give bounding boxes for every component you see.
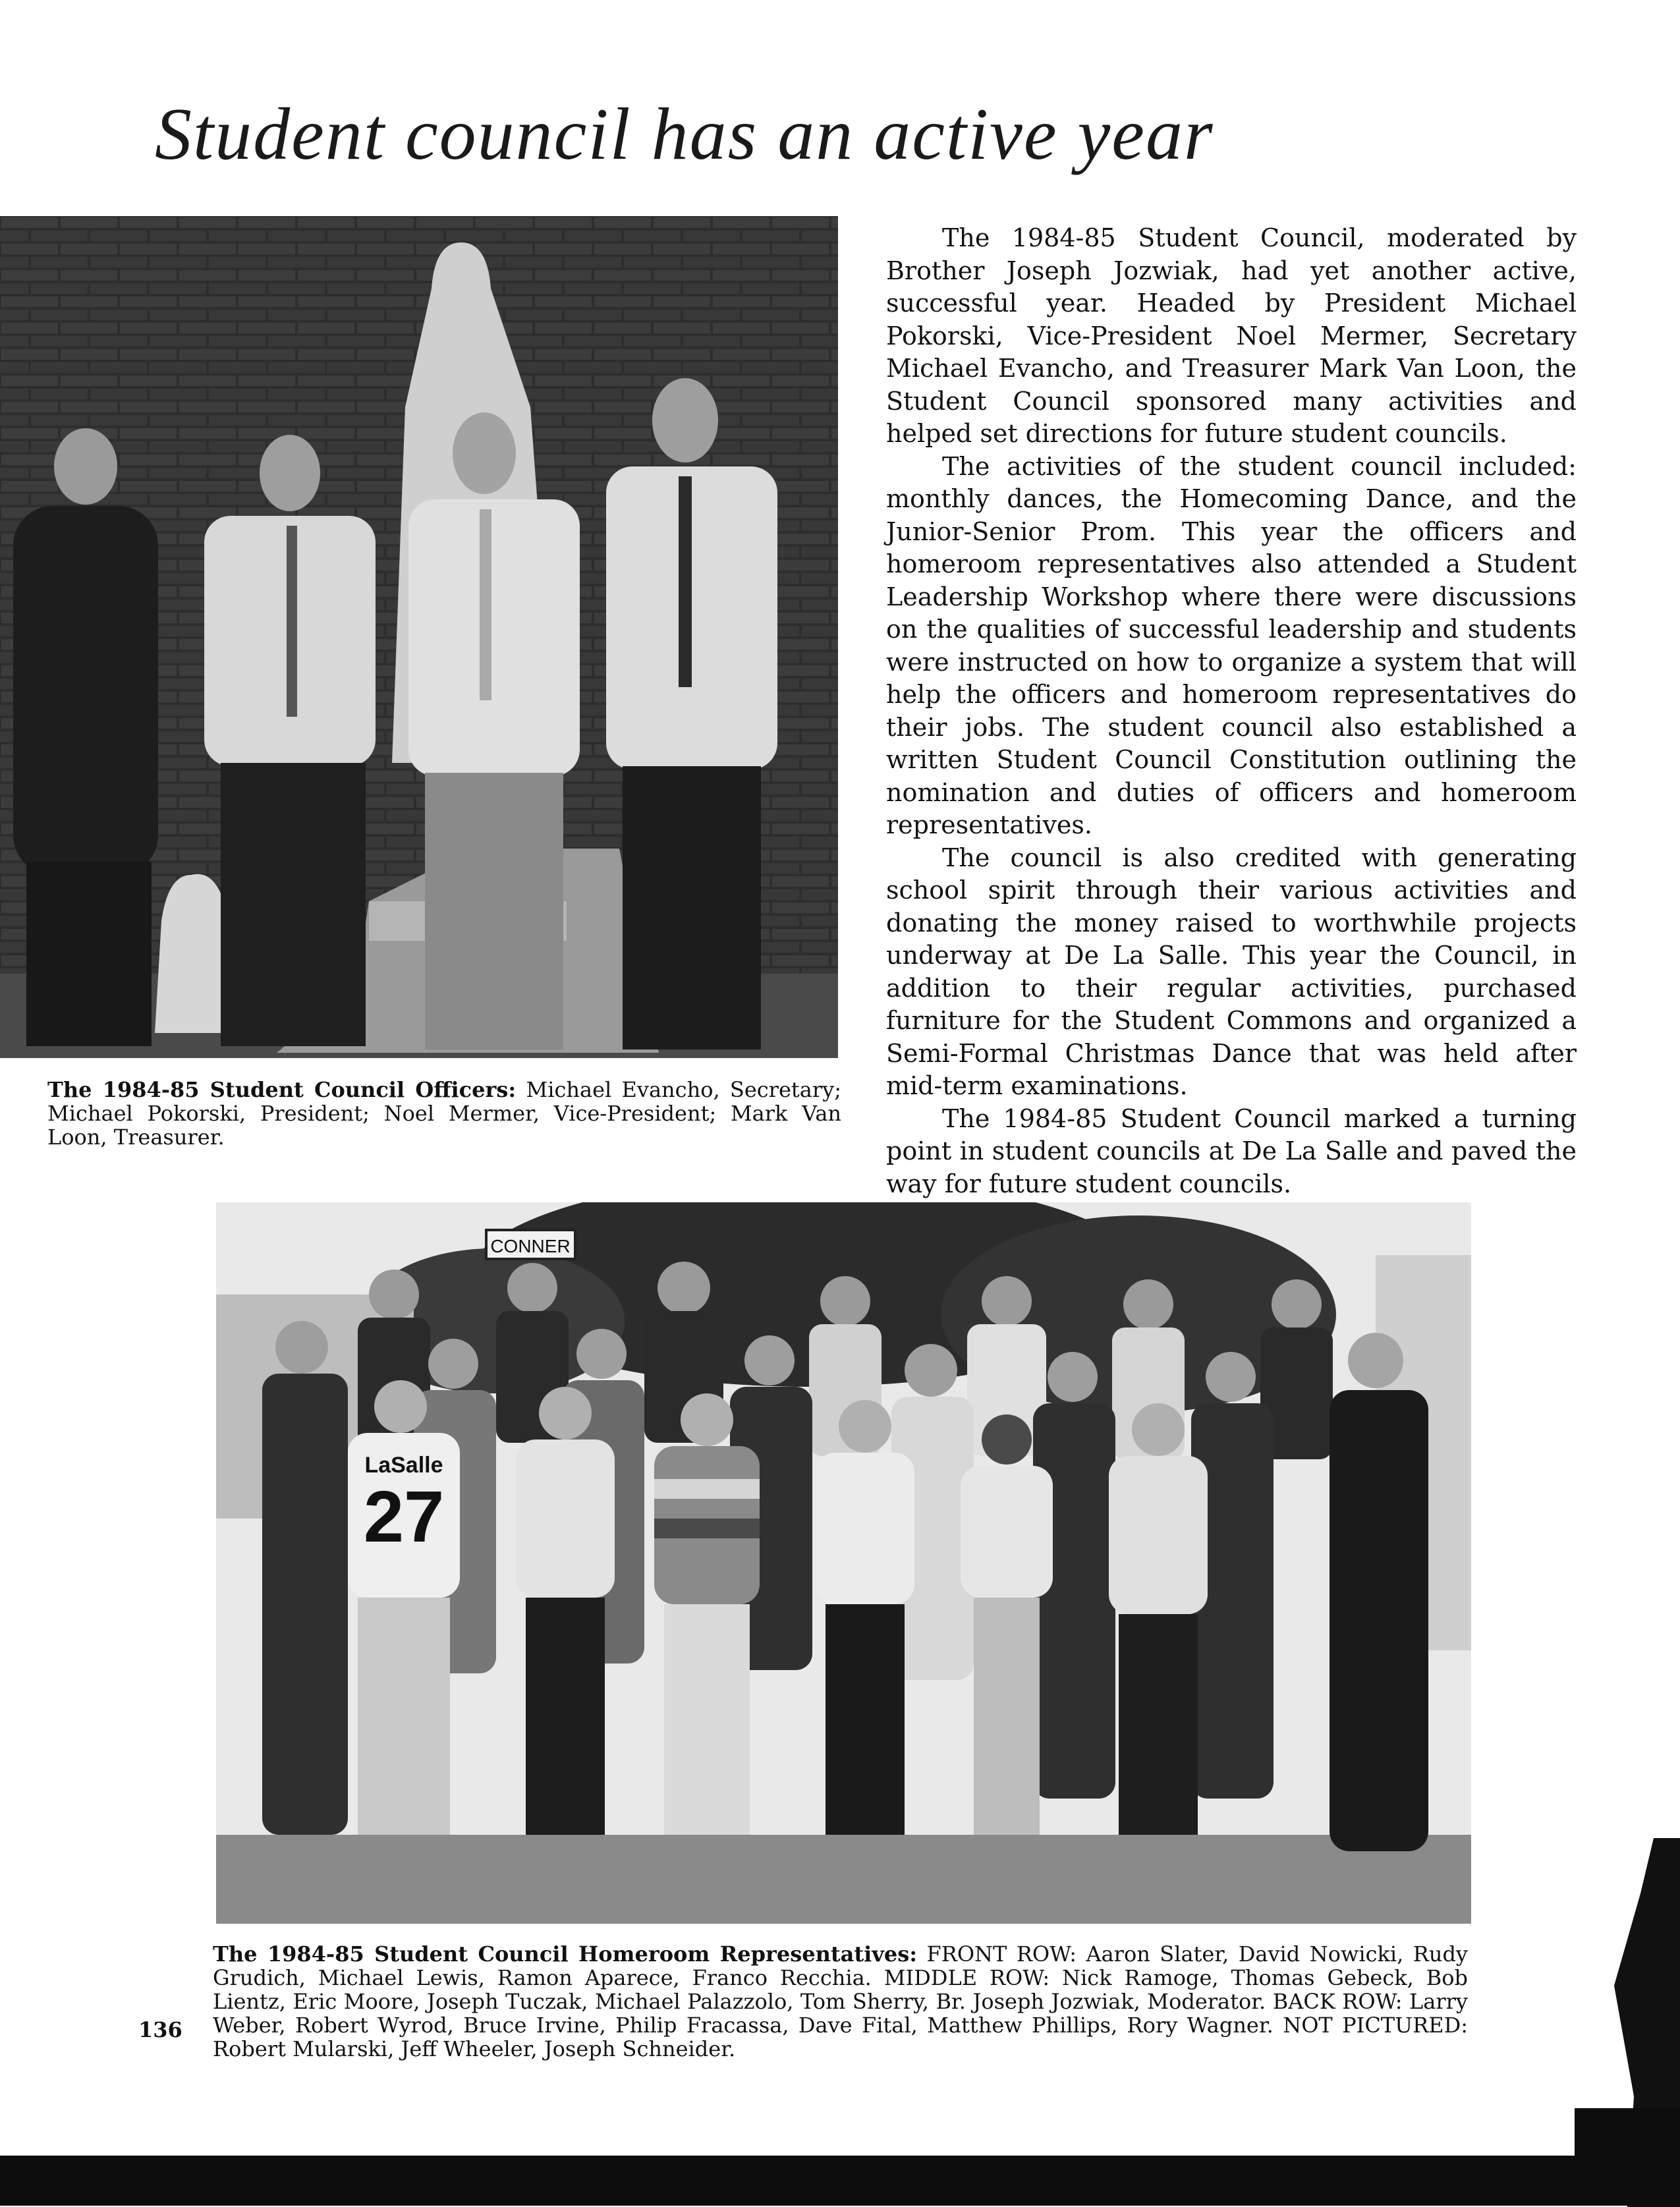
officers-photo: [0, 216, 838, 1058]
representatives-caption-label: The 1984-85 Student Council Homeroom Representatives:: [213, 1942, 918, 1967]
representatives-photo-illustration: [216, 1202, 1471, 1924]
jersey-text: LaSalle: [364, 1453, 443, 1478]
jersey-number: 27: [363, 1476, 445, 1557]
scan-border-corner: [1575, 2108, 1680, 2206]
article-paragraph: The 1984-85 Student Council, moderated by Brother Joseph Jozwiak, had yet another active, successful year. Headed by President Michael Pokorski, Vice-President Noel Mermer, Secretary Michael Evancho, and Treasurer Mark Van Loon, the Student Council sponsored many activities and helped set directions for future student councils.: [886, 223, 1577, 448]
officers-photo-illustration: [0, 216, 838, 1058]
officers-caption-label: The 1984-85 Student Council Officers:: [47, 1077, 517, 1102]
article-paragraph: The council is also credited with generating school spirit through their various activities and donating the money raised to worthwhile projects underway at De La Salle. This year the Council, in addition to their regular activities, purchased furniture for the Student Commons and organized a Semi-Formal Christmas Dance that was held after mid-term examinations.: [886, 843, 1577, 1100]
representatives-caption: [213, 1942, 1468, 2061]
representatives-caption-text: FRONT ROW: Aaron Slater, David Nowicki, Rudy Grudich, Michael Lewis, Ramon Aparece, Franco Recchia. MIDDLE ROW: Nick Ramoge, Thomas Gebeck, Bob Lientz, Eric Moore, Joseph Tuczak, Michael Palazzolo, Tom Sherry, Br. Joseph Jozwiak, Moderator. BACK ROW: Larry Weber, Robert Wyrod, Bruce Irvine, Philip Fracassa, Dave Fital, Matthew Phillips, Rory Wagner. NOT PICTURED: Robert Mularski, Jeff Wheeler, Joseph Schneider.: [213, 1942, 1469, 2061]
article-body: [886, 222, 1577, 1200]
conner-sign-text: CONNER: [490, 1236, 571, 1256]
page-number: 136: [138, 2017, 182, 2042]
officers-caption: [47, 1078, 841, 1149]
article-paragraph: The activities of the student council included: monthly dances, the Homecoming Dance, and the Junior-Senior Prom. This year the officers and homeroom representatives also attended a Student Leadership Workshop where there were discussions on the qualities of successful leadership and students were instructed on how to organize a system that will help the officers and homeroom representatives do their jobs. The student council also established a written Student Council Constitution outlining the nomination and duties of officers and homeroom representatives.: [886, 451, 1577, 839]
article-paragraph: The 1984-85 Student Council marked a turning point in student councils at De La Salle and paved the way for future student councils.: [886, 1104, 1577, 1198]
scan-border: [0, 2156, 1680, 2206]
officers-caption-text: Michael Evancho, Secretary; Michael Pokorski, President; Noel Mermer, Vice-President; Mark Van Loon, Treasurer.: [47, 1077, 842, 1150]
representatives-photo: [216, 1202, 1471, 1924]
page-title: Student council has an active year: [155, 94, 1214, 175]
